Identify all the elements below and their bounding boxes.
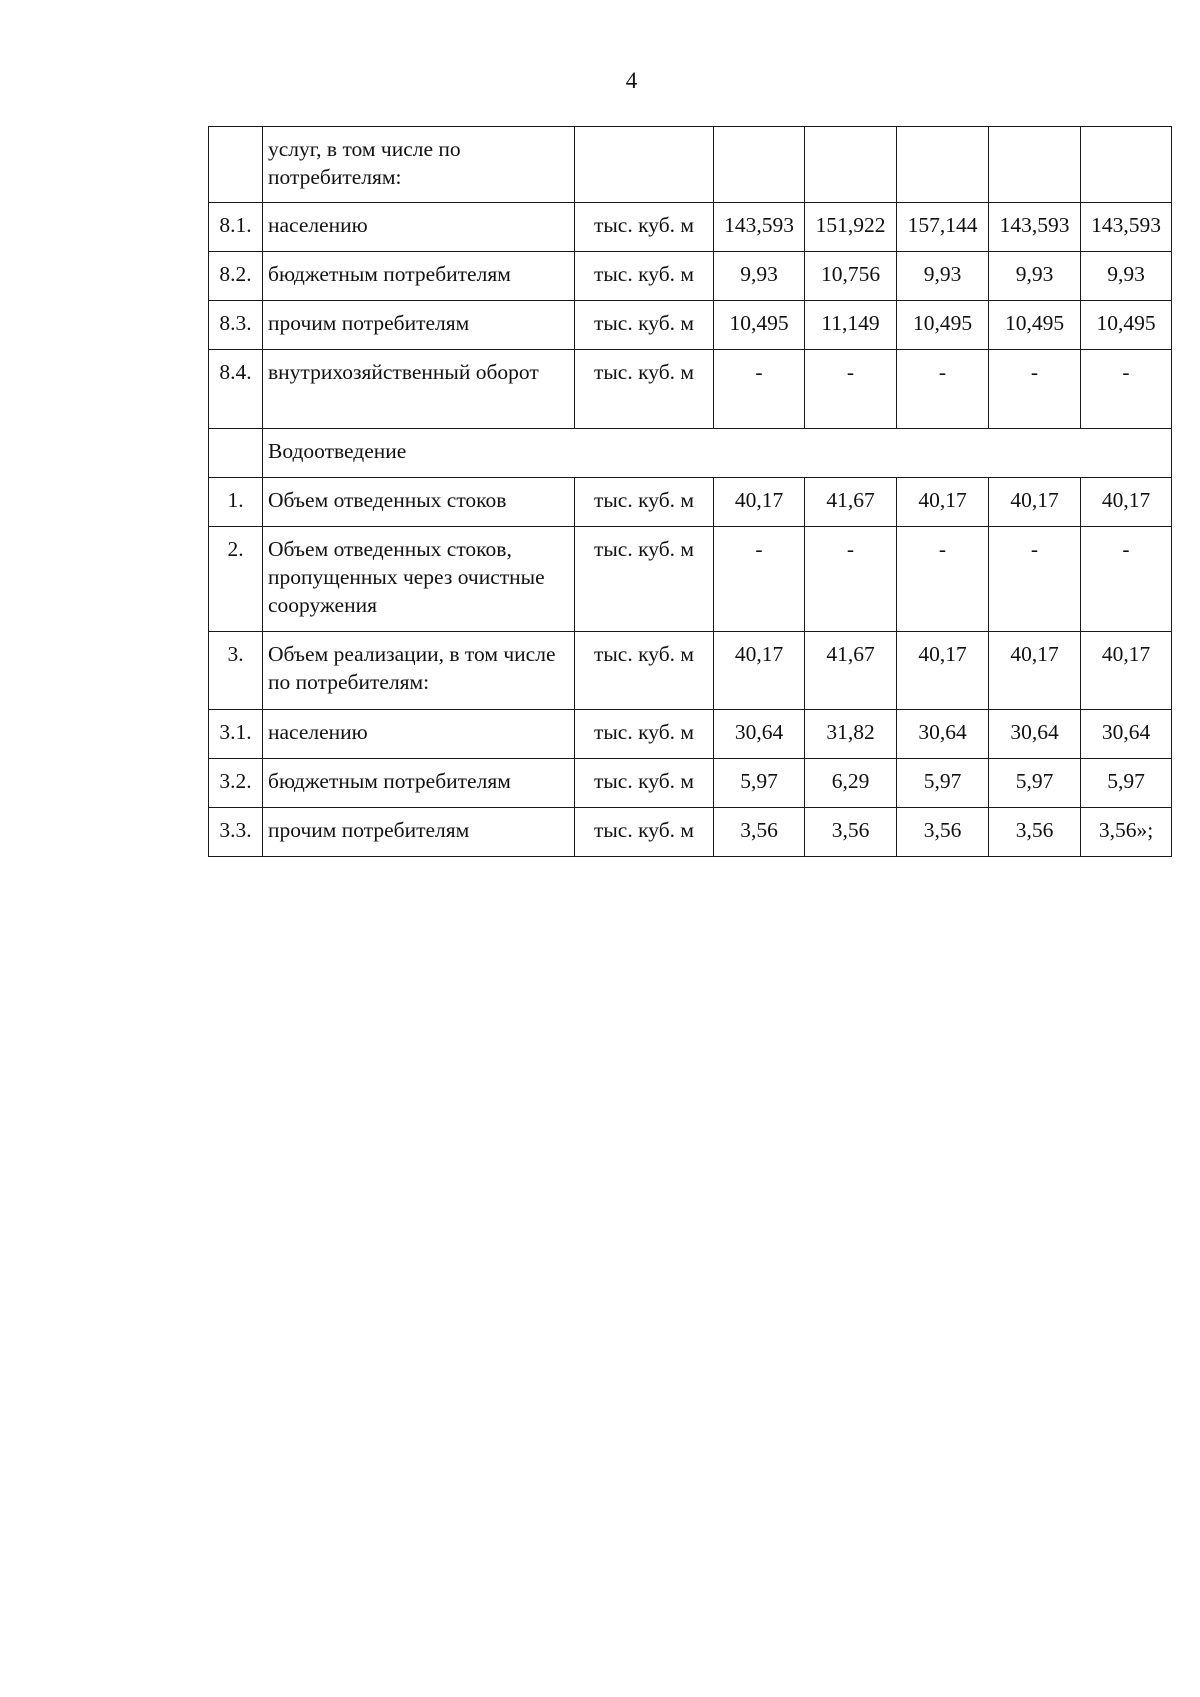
table-row <box>209 478 1172 527</box>
row-name-cell: бюджетным потребителям <box>263 759 575 808</box>
value-cell: 3,56»; <box>1081 808 1172 857</box>
value-cell: 10,495 <box>989 301 1081 350</box>
row-name-cell: прочим потребителям <box>263 301 575 350</box>
value-cell: 10,495 <box>1081 301 1172 350</box>
row-number-cell: 8.3. <box>209 301 263 350</box>
row-number-cell: 8.4. <box>209 350 263 429</box>
table-row <box>209 808 1172 857</box>
value-cell: 30,64 <box>714 710 805 759</box>
section-heading-cell: Водоотведение <box>263 429 1172 478</box>
value-cell: 5,97 <box>1081 759 1172 808</box>
value-cell <box>897 127 989 203</box>
row-name-cell: Объем отведенных стоков, пропущенных через очистные сооружения <box>263 527 575 632</box>
value-cell: 3,56 <box>897 808 989 857</box>
data-table <box>208 126 1172 857</box>
row-unit-cell: тыс. куб. м <box>575 710 714 759</box>
value-cell: 143,593 <box>1081 203 1172 252</box>
table-row <box>209 350 1172 429</box>
value-cell: 9,93 <box>897 252 989 301</box>
row-unit-cell: тыс. куб. м <box>575 301 714 350</box>
page-number: 4 <box>625 68 638 93</box>
row-number-cell <box>209 429 263 478</box>
value-cell: - <box>714 527 805 632</box>
row-number-cell: 3.3. <box>209 808 263 857</box>
value-cell: 40,17 <box>1081 478 1172 527</box>
value-cell: 3,56 <box>805 808 897 857</box>
row-name-cell: внутрихозяйственный оборот <box>263 350 575 429</box>
value-cell: 30,64 <box>989 710 1081 759</box>
row-number-cell: 3.1. <box>209 710 263 759</box>
row-number-cell: 1. <box>209 478 263 527</box>
value-cell: 5,97 <box>714 759 805 808</box>
value-cell: 143,593 <box>714 203 805 252</box>
row-number-cell <box>209 127 263 203</box>
value-cell: 41,67 <box>805 632 897 710</box>
value-cell: 10,756 <box>805 252 897 301</box>
row-unit-cell: тыс. куб. м <box>575 350 714 429</box>
value-cell: 9,93 <box>714 252 805 301</box>
row-number-cell: 8.1. <box>209 203 263 252</box>
value-cell <box>989 127 1081 203</box>
value-cell: 40,17 <box>989 632 1081 710</box>
row-name-cell: прочим потребителям <box>263 808 575 857</box>
row-number-cell: 3. <box>209 632 263 710</box>
value-cell: 30,64 <box>1081 710 1172 759</box>
table-row <box>209 127 1172 203</box>
value-cell: 143,593 <box>989 203 1081 252</box>
row-name-cell: бюджетным потребителям <box>263 252 575 301</box>
row-number-cell: 2. <box>209 527 263 632</box>
row-number-cell: 8.2. <box>209 252 263 301</box>
row-name-cell: населению <box>263 203 575 252</box>
value-cell: - <box>897 527 989 632</box>
value-cell: - <box>897 350 989 429</box>
value-cell <box>805 127 897 203</box>
row-name-cell: Объем реализации, в том числе по потребителям: <box>263 632 575 710</box>
row-unit-cell: тыс. куб. м <box>575 527 714 632</box>
row-name-cell: услуг, в том числе по потребителям: <box>263 127 575 203</box>
value-cell: 9,93 <box>989 252 1081 301</box>
table-row <box>209 632 1172 710</box>
value-cell: 157,144 <box>897 203 989 252</box>
table-row <box>209 527 1172 632</box>
row-unit-cell: тыс. куб. м <box>575 632 714 710</box>
row-name-cell: населению <box>263 710 575 759</box>
row-unit-cell: тыс. куб. м <box>575 252 714 301</box>
value-cell: 5,97 <box>989 759 1081 808</box>
value-cell: 31,82 <box>805 710 897 759</box>
value-cell: 40,17 <box>897 632 989 710</box>
value-cell: - <box>714 350 805 429</box>
value-cell: 5,97 <box>897 759 989 808</box>
value-cell: 6,29 <box>805 759 897 808</box>
value-cell: - <box>1081 527 1172 632</box>
value-cell: 40,17 <box>714 478 805 527</box>
value-cell: 40,17 <box>714 632 805 710</box>
value-cell: - <box>989 527 1081 632</box>
value-cell: 41,67 <box>805 478 897 527</box>
value-cell: 11,149 <box>805 301 897 350</box>
table-row <box>209 203 1172 252</box>
table-row <box>209 301 1172 350</box>
value-cell <box>1081 127 1172 203</box>
row-unit-cell: тыс. куб. м <box>575 759 714 808</box>
value-cell: - <box>989 350 1081 429</box>
value-cell: 9,93 <box>1081 252 1172 301</box>
value-cell <box>714 127 805 203</box>
table-row <box>209 252 1172 301</box>
value-cell: 40,17 <box>897 478 989 527</box>
row-unit-cell: тыс. куб. м <box>575 808 714 857</box>
value-cell: 10,495 <box>714 301 805 350</box>
table-row <box>209 429 1172 478</box>
value-cell: - <box>805 527 897 632</box>
row-unit-cell <box>575 127 714 203</box>
row-name-cell: Объем отведенных стоков <box>263 478 575 527</box>
value-cell: - <box>805 350 897 429</box>
table-row <box>209 710 1172 759</box>
value-cell: 3,56 <box>989 808 1081 857</box>
value-cell: 40,17 <box>1081 632 1172 710</box>
value-cell: 40,17 <box>989 478 1081 527</box>
value-cell: 10,495 <box>897 301 989 350</box>
value-cell: - <box>1081 350 1172 429</box>
table-row <box>209 759 1172 808</box>
value-cell: 30,64 <box>897 710 989 759</box>
row-number-cell: 3.2. <box>209 759 263 808</box>
value-cell: 151,922 <box>805 203 897 252</box>
row-unit-cell: тыс. куб. м <box>575 478 714 527</box>
row-unit-cell: тыс. куб. м <box>575 203 714 252</box>
value-cell: 3,56 <box>714 808 805 857</box>
